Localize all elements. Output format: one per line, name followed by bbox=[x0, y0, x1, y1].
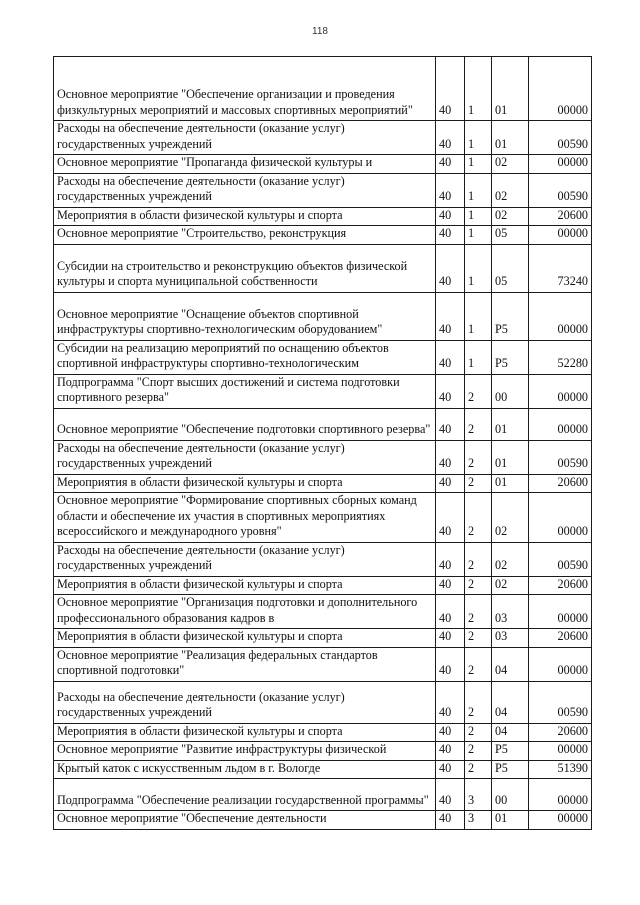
code-cell-3: 05 bbox=[492, 226, 529, 245]
table-row bbox=[54, 542, 592, 576]
code-cell-2: 3 bbox=[465, 811, 492, 830]
code-cell-3: 02 bbox=[492, 542, 529, 576]
code-cell-1: 40 bbox=[436, 723, 465, 742]
code-cell-2: 1 bbox=[465, 207, 492, 226]
row-name-cell: Субсидии на реализацию мероприятий по оснащению объектов спортивной инфраструктуры спортивно-технологическим bbox=[54, 340, 436, 374]
code-cell-3: 00 bbox=[492, 374, 529, 408]
row-name-cell: Основное мероприятие "Оснащение объектов спортивной инфраструктуры спортивно-технологическим оборудованием" bbox=[54, 292, 436, 340]
table-row bbox=[54, 811, 592, 830]
row-name-cell: Основное мероприятие "Обеспечение подготовки спортивного резерва" bbox=[54, 408, 436, 440]
row-name-cell: Мероприятия в области физической культуры и спорта bbox=[54, 474, 436, 493]
row-name-cell: Мероприятия в области физической культуры и спорта bbox=[54, 207, 436, 226]
code-cell-2: 1 bbox=[465, 121, 492, 155]
code-cell-3: 01 bbox=[492, 121, 529, 155]
code-cell-3: 01 bbox=[492, 440, 529, 474]
code-cell-2: 2 bbox=[465, 493, 492, 543]
code-cell-3: 04 bbox=[492, 647, 529, 681]
table-row bbox=[54, 595, 592, 629]
code-cell-3: 02 bbox=[492, 155, 529, 174]
code-cell-4: 20600 bbox=[529, 723, 592, 742]
row-name-cell: Расходы на обеспечение деятельности (оказание услуг) государственных учреждений bbox=[54, 440, 436, 474]
code-cell-4: 00000 bbox=[529, 742, 592, 761]
table-row bbox=[54, 779, 592, 811]
row-name-cell: Мероприятия в области физической культуры и спорта bbox=[54, 629, 436, 648]
code-cell-2: 2 bbox=[465, 742, 492, 761]
code-cell-4: 00000 bbox=[529, 595, 592, 629]
table-row bbox=[54, 340, 592, 374]
code-cell-2: 1 bbox=[465, 57, 492, 121]
table-row bbox=[54, 207, 592, 226]
code-cell-2: 1 bbox=[465, 173, 492, 207]
code-cell-2: 2 bbox=[465, 542, 492, 576]
row-name-cell: Расходы на обеспечение деятельности (оказание услуг) государственных учреждений bbox=[54, 121, 436, 155]
code-cell-4: 20600 bbox=[529, 207, 592, 226]
code-cell-1: 40 bbox=[436, 374, 465, 408]
code-cell-2: 2 bbox=[465, 576, 492, 595]
code-cell-2: 2 bbox=[465, 629, 492, 648]
code-cell-3: P5 bbox=[492, 340, 529, 374]
code-cell-2: 2 bbox=[465, 723, 492, 742]
table-row bbox=[54, 121, 592, 155]
table-row bbox=[54, 576, 592, 595]
table-row bbox=[54, 244, 592, 292]
code-cell-2: 2 bbox=[465, 374, 492, 408]
code-cell-3: 02 bbox=[492, 173, 529, 207]
code-cell-2: 2 bbox=[465, 760, 492, 779]
code-cell-3: P5 bbox=[492, 292, 529, 340]
code-cell-2: 2 bbox=[465, 595, 492, 629]
row-name-cell: Основное мероприятие "Формирование спортивных сборных команд области и обеспечение их участия в спортивных мероприятиях всероссийского и международного уровня" bbox=[54, 493, 436, 543]
code-cell-1: 40 bbox=[436, 155, 465, 174]
code-cell-1: 40 bbox=[436, 742, 465, 761]
table-row bbox=[54, 493, 592, 543]
code-cell-2: 3 bbox=[465, 779, 492, 811]
table-row bbox=[54, 408, 592, 440]
code-cell-4: 20600 bbox=[529, 576, 592, 595]
code-cell-3: 05 bbox=[492, 244, 529, 292]
table-row bbox=[54, 742, 592, 761]
code-cell-2: 2 bbox=[465, 408, 492, 440]
table-row bbox=[54, 629, 592, 648]
code-cell-1: 40 bbox=[436, 57, 465, 121]
code-cell-3: P5 bbox=[492, 742, 529, 761]
code-cell-4: 52280 bbox=[529, 340, 592, 374]
code-cell-2: 1 bbox=[465, 340, 492, 374]
code-cell-1: 40 bbox=[436, 121, 465, 155]
code-cell-3: 04 bbox=[492, 723, 529, 742]
code-cell-4: 00590 bbox=[529, 542, 592, 576]
page-number: 118 bbox=[312, 26, 328, 37]
row-name-cell: Мероприятия в области физической культуры и спорта bbox=[54, 576, 436, 595]
code-cell-1: 40 bbox=[436, 226, 465, 245]
row-name-cell: Расходы на обеспечение деятельности (оказание услуг) государственных учреждений bbox=[54, 542, 436, 576]
code-cell-4: 00000 bbox=[529, 493, 592, 543]
code-cell-4: 00000 bbox=[529, 647, 592, 681]
row-name-cell: Основное мероприятие "Обеспечение деятельности bbox=[54, 811, 436, 830]
table-body bbox=[54, 57, 592, 830]
code-cell-4: 20600 bbox=[529, 474, 592, 493]
row-name-cell: Крытый каток с искусственным льдом в г. Вологде bbox=[54, 760, 436, 779]
code-cell-3: 02 bbox=[492, 576, 529, 595]
budget-classification-table bbox=[53, 56, 592, 830]
code-cell-1: 40 bbox=[436, 629, 465, 648]
code-cell-4: 00590 bbox=[529, 681, 592, 723]
code-cell-1: 40 bbox=[436, 595, 465, 629]
table-row bbox=[54, 57, 592, 121]
row-name-cell: Основное мероприятие "Пропаганда физической культуры и bbox=[54, 155, 436, 174]
table-row bbox=[54, 374, 592, 408]
code-cell-1: 40 bbox=[436, 474, 465, 493]
table-row bbox=[54, 292, 592, 340]
table-row bbox=[54, 173, 592, 207]
row-name-cell: Мероприятия в области физической культуры и спорта bbox=[54, 723, 436, 742]
row-name-cell: Основное мероприятие "Обеспечение организации и проведения физкультурных мероприятий и массовых спортивных мероприятий" bbox=[54, 57, 436, 121]
row-name-cell: Подпрограмма "Спорт высших достижений и система подготовки спортивного резерва" bbox=[54, 374, 436, 408]
code-cell-4: 00000 bbox=[529, 226, 592, 245]
code-cell-2: 1 bbox=[465, 244, 492, 292]
code-cell-2: 2 bbox=[465, 647, 492, 681]
row-name-cell: Основное мероприятие "Развитие инфраструктуры физической bbox=[54, 742, 436, 761]
code-cell-4: 20600 bbox=[529, 629, 592, 648]
code-cell-2: 1 bbox=[465, 226, 492, 245]
code-cell-3: 02 bbox=[492, 207, 529, 226]
code-cell-1: 40 bbox=[436, 779, 465, 811]
code-cell-4: 00000 bbox=[529, 779, 592, 811]
code-cell-2: 2 bbox=[465, 440, 492, 474]
table-row bbox=[54, 474, 592, 493]
code-cell-1: 40 bbox=[436, 760, 465, 779]
code-cell-1: 40 bbox=[436, 440, 465, 474]
row-name-cell: Основное мероприятие "Строительство, реконструкция bbox=[54, 226, 436, 245]
code-cell-2: 2 bbox=[465, 474, 492, 493]
table-row bbox=[54, 440, 592, 474]
code-cell-1: 40 bbox=[436, 408, 465, 440]
code-cell-1: 40 bbox=[436, 811, 465, 830]
code-cell-1: 40 bbox=[436, 173, 465, 207]
row-name-cell: Основное мероприятие "Реализация федеральных стандартов спортивной подготовки" bbox=[54, 647, 436, 681]
code-cell-2: 2 bbox=[465, 681, 492, 723]
code-cell-1: 40 bbox=[436, 681, 465, 723]
table-row bbox=[54, 760, 592, 779]
code-cell-1: 40 bbox=[436, 340, 465, 374]
code-cell-4: 51390 bbox=[529, 760, 592, 779]
table-row bbox=[54, 647, 592, 681]
code-cell-1: 40 bbox=[436, 292, 465, 340]
code-cell-3: 02 bbox=[492, 493, 529, 543]
code-cell-3: 01 bbox=[492, 811, 529, 830]
code-cell-1: 40 bbox=[436, 493, 465, 543]
code-cell-4: 00590 bbox=[529, 173, 592, 207]
code-cell-3: 03 bbox=[492, 629, 529, 648]
code-cell-1: 40 bbox=[436, 244, 465, 292]
code-cell-3: 01 bbox=[492, 57, 529, 121]
row-name-cell: Основное мероприятие "Организация подготовки и дополнительного профессионального образования кадров в bbox=[54, 595, 436, 629]
code-cell-4: 00000 bbox=[529, 57, 592, 121]
code-cell-4: 00000 bbox=[529, 408, 592, 440]
row-name-cell: Подпрограмма "Обеспечение реализации государственной программы" bbox=[54, 779, 436, 811]
code-cell-3: 01 bbox=[492, 474, 529, 493]
code-cell-3: 03 bbox=[492, 595, 529, 629]
code-cell-3: P5 bbox=[492, 760, 529, 779]
table-row bbox=[54, 681, 592, 723]
code-cell-4: 00000 bbox=[529, 155, 592, 174]
code-cell-3: 00 bbox=[492, 779, 529, 811]
code-cell-2: 1 bbox=[465, 292, 492, 340]
row-name-cell: Расходы на обеспечение деятельности (оказание услуг) государственных учреждений bbox=[54, 681, 436, 723]
row-name-cell: Субсидии на строительство и реконструкцию объектов физической культуры и спорта муниципальной собственности bbox=[54, 244, 436, 292]
code-cell-2: 1 bbox=[465, 155, 492, 174]
code-cell-4: 00590 bbox=[529, 440, 592, 474]
code-cell-4: 00590 bbox=[529, 121, 592, 155]
table-row bbox=[54, 226, 592, 245]
code-cell-1: 40 bbox=[436, 576, 465, 595]
code-cell-4: 73240 bbox=[529, 244, 592, 292]
code-cell-4: 00000 bbox=[529, 811, 592, 830]
code-cell-3: 01 bbox=[492, 408, 529, 440]
code-cell-1: 40 bbox=[436, 647, 465, 681]
code-cell-4: 00000 bbox=[529, 374, 592, 408]
code-cell-3: 04 bbox=[492, 681, 529, 723]
table-row bbox=[54, 155, 592, 174]
code-cell-1: 40 bbox=[436, 207, 465, 226]
table-row bbox=[54, 723, 592, 742]
row-name-cell: Расходы на обеспечение деятельности (оказание услуг) государственных учреждений bbox=[54, 173, 436, 207]
code-cell-1: 40 bbox=[436, 542, 465, 576]
code-cell-4: 00000 bbox=[529, 292, 592, 340]
